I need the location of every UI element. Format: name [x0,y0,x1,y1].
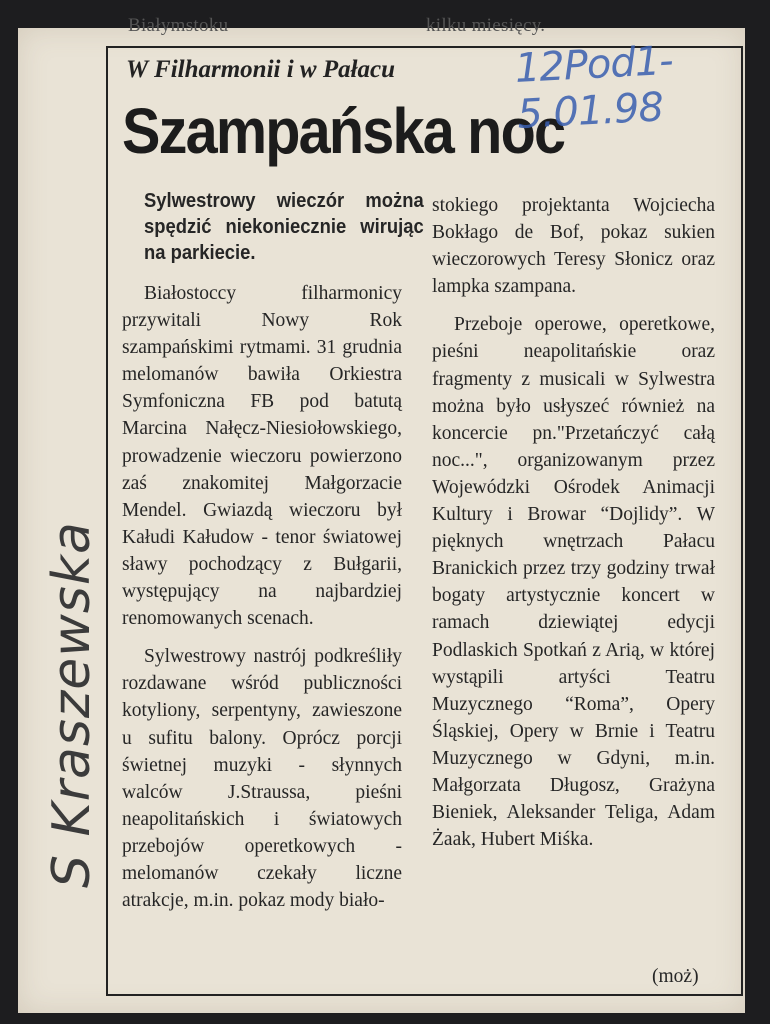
article-paragraph: Białostoccy filharmonicy przywitali Nowy Rok szampańskimi rytmami. 31 grudnia melomanów bawiła Orkiestra Symfoniczna FB pod batutą Marcina Nałęcz-Niesiołowskiego, prowadzenie wieczoru powierzono zaś znakomitej Małgorzacie Mendel. Gwiazdą wieczoru był Kałudi Kałudow - tenor światowej sławy pochodzący z Bułgarii, występujący na najbardziej renomowanych scenach. [122,283,402,630]
torn-top-edge-text: Białymstoku kilku miesięcy. [128,15,546,36]
article-frame [106,46,743,996]
article-kicker: W Filharmonii i w Pałacu [126,56,396,83]
handwritten-margin-note: S Kraszewska [42,521,102,888]
archive-date-stamp: 12Pod1-5.01.98 [513,37,674,138]
article-column-left [122,188,424,925]
article-headline: Szampańska noc [122,95,565,167]
article-paragraph: stokiego projektanta Wojciecha Bokłago de Bof, pokaz sukien wieczorowych Teresy Słonicz oraz lampka szampana. [432,195,715,298]
article-column-right [432,192,715,864]
article-byline: (moż) [652,966,699,987]
article-paragraph: Sylwestrowy nastrój podkreśliły rozdawane wśród publiczności kotyliony, serpentyny, zawieszone u sufitu balony. Oprócz porcji świetnej muzyki - słynnych walców J.Straussa, pieśni neapolitańskich i światowych przebojów operetkowych - melomanów czekały liczne atrakcje, m.in. pokaz mody biało- [122,646,402,912]
article-lead: Sylwestrowy wieczór można spędzić niekoniecznie wirując na parkiecie. [144,190,424,264]
newspaper-clipping [18,15,745,1013]
article-paragraph: Przeboje operowe, operetkowe, pieśni neapolitańskie oraz fragmenty z musicali w Sylwestra można było usłyszeć również na koncercie pn."Przetańczyć całą noc...", organizowanym przez Wojewódzki Ośrodek Animacji Kultury i Browar “Dojlidy”. W pięknych wnętrzach Pałacu Branickich przez trzy godziny trwał bogaty artystycznie koncert w ramach dziewiątej edycji Podlaskich Spotkań z Arią, w której wystąpili artyści Teatru Muzycznego “Roma”, Opery Śląskiej, Opery w Brnie i Teatru Muzycznego w Gdyni, m.in. Małgorzata Długosz, Grażyna Bieniek, Aleksander Teliga, Adam Żaak, Hubert Miśka. [432,314,715,851]
